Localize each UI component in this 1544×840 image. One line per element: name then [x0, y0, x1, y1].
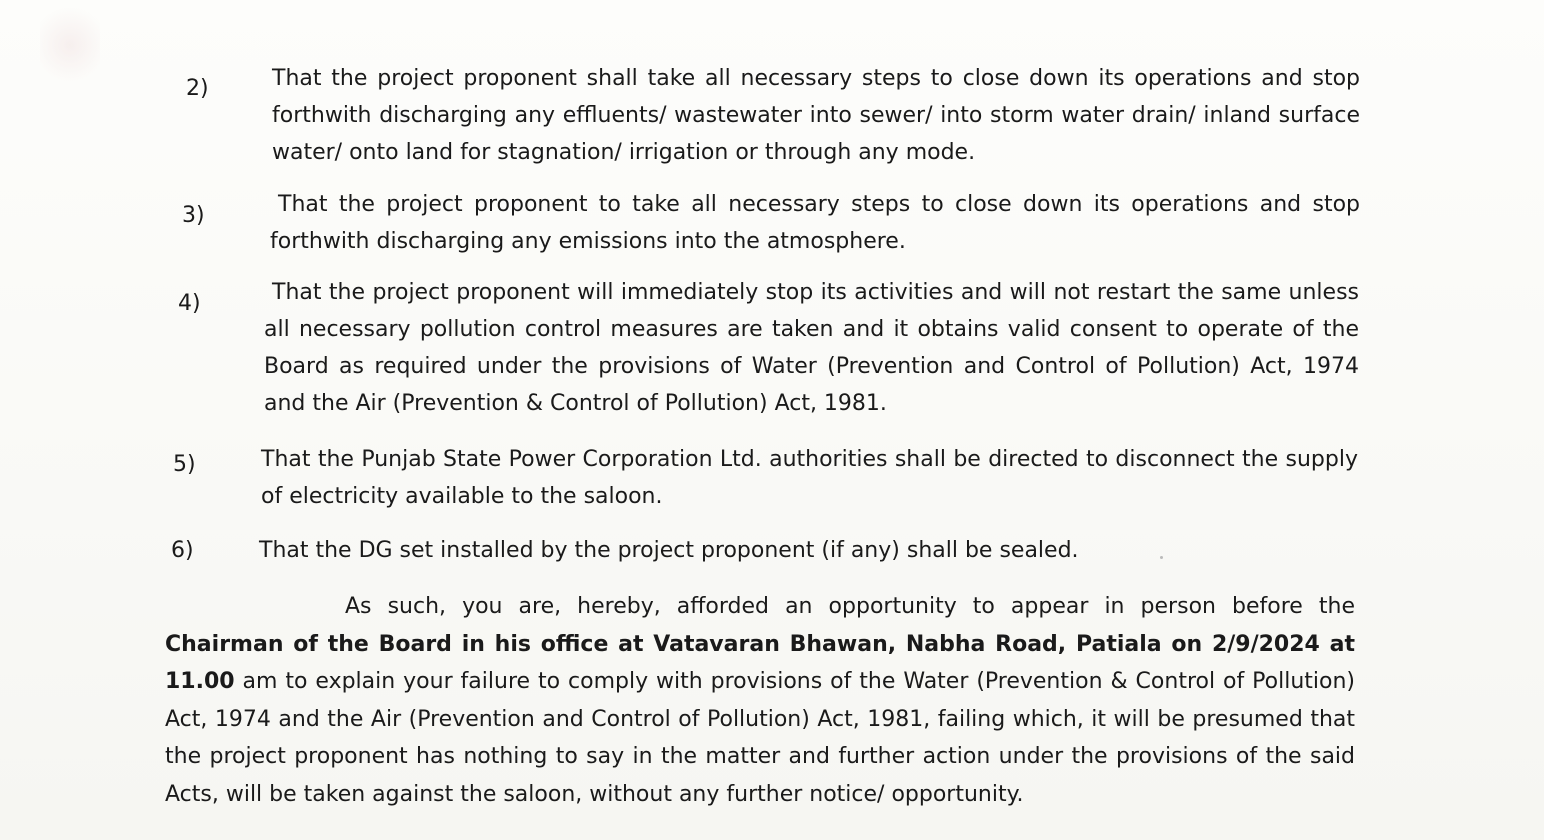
item-text: That the project proponent to take all necessary steps to close down its operations and stop forthwith discharging any emissions into the atmosphere.: [270, 192, 1360, 254]
item-text: That the DG set installed by the project proponent (if any) shall be sealed.: [259, 538, 1079, 563]
item-number: 3): [182, 203, 205, 228]
closing-lead: As such, you are, hereby, afforded an opportunity to appear in person before the: [345, 594, 1355, 619]
item-number: 4): [178, 291, 201, 316]
item-text: That the project proponent shall take all necessary steps to close down its operations and stop forthwith discharging any effluents/ wastewater into sewer/ into storm water drain/ inland surface water/ onto land for stagnation/ irrigation or through any mode.: [272, 66, 1360, 165]
item-number: 5): [173, 452, 196, 477]
hearing-details: Chairman of the Board in his office at Vatavaran Bhawan, Nabha Road, Patiala on 2/9/2024 at 11.00: [165, 631, 1355, 694]
item-number: 2): [186, 76, 209, 101]
item-text: That the project proponent will immediately stop its activities and will not restart the same unless all necessary pollution control measures are taken and it obtains valid consent to operate of the Board as required under the provisions of Water (Prevention and Control of Pollution) Act, 1974 and the Air (Prevention & Control of Pollution) Act, 1981.: [264, 280, 1359, 416]
closing-rest: am to explain your failure to comply with provisions of the Water (Prevention & Control of Pollution) Act, 1974 and the Air (Prevention and Control of Pollution) Act, 1981, failing which, it will be presumed that the project proponent has nothing to say in the matter and further action under the provisions of the said Acts, will be taken against the saloon, without any further notice/ opportunity.: [165, 669, 1356, 807]
closing-paragraph: [165, 588, 1355, 813]
page-stain: [40, 0, 100, 90]
item-number: 6): [171, 538, 194, 563]
item-text: That the Punjab State Power Corporation Ltd. authorities shall be directed to disconnect the supply of electricity available to the saloon.: [261, 447, 1358, 509]
ink-speck: [1160, 556, 1163, 559]
